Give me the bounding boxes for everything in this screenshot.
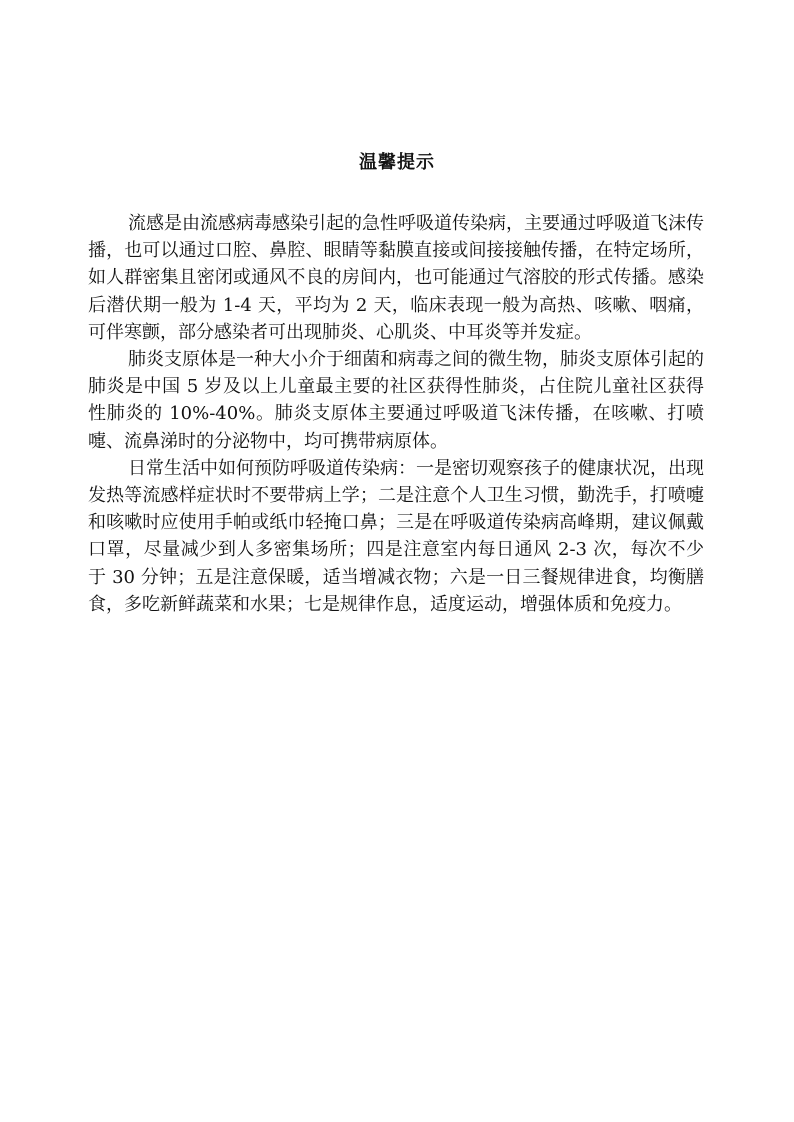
page-title: 温馨提示 [359, 152, 435, 173]
paragraph-influenza: 流感是由流感病毒感染引起的急性呼吸道传染病，主要通过呼吸道飞沫传播，也可以通过口腔、鼻腔、眼睛等黏膜直接或间接接触传播，在特定场所，如人群密集且密闭或通风不良的房间内，也可能通过气溶胶的形式传播。感染后潜伏期一般为 1-4 天，平均为 2 天，临床表现一般为高热、咳嗽、咽痛，可伴寒颤，部分感染者可出现肺炎、心肌炎、中耳炎等并发症。 [88, 213, 704, 343]
paragraph-mycoplasma: 肺炎支原体是一种大小介于细菌和病毒之间的微生物，肺炎支原体引起的肺炎是中国 5 岁及以上儿童最主要的社区获得性肺炎，占住院儿童社区获得性肺炎的 10%-40%。肺炎支原体主要通过呼吸道飞沫传播，在咳嗽、打喷嚏、流鼻涕时的分泌物中，均可携带病原体。 [88, 349, 704, 452]
paragraph-prevention: 日常生活中如何预防呼吸道传染病：一是密切观察孩子的健康状况，出现发热等流感样症状时不要带病上学；二是注意个人卫生习惯，勤洗手，打喷嚏和咳嗽时应使用手帕或纸巾轻掩口鼻；三是在呼吸道传染病高峰期，建议佩戴口罩，尽量减少到人多密集场所；四是注意室内每日通风 2-3 次，每次不少于 30 分钟；五是注意保暖，适当增减衣物；六是一日三餐规律进食，均衡膳食，多吃新鲜蔬菜和水果；七是规律作息，适度运动，增强体质和免疫力。 [88, 457, 704, 615]
document-body [88, 210, 704, 618]
